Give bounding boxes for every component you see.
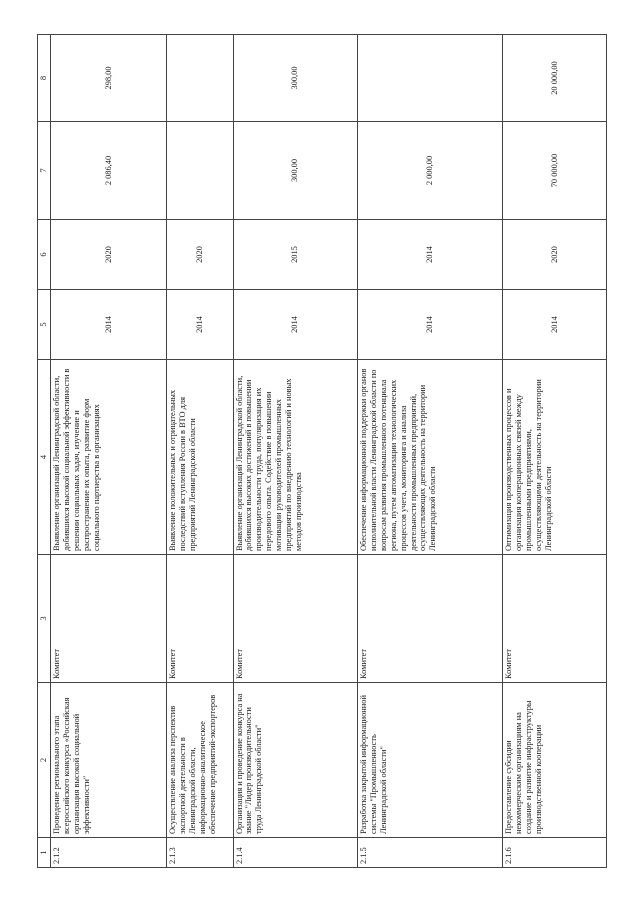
table-row [503, 35, 607, 868]
activity-cell: Предоставление субсидии некоммерческим организациям на создание и развитие инфраструктуры производственной кооперации [503, 683, 607, 838]
col-header-6: 6 [38, 220, 51, 290]
executor-cell: Комитет [51, 555, 167, 683]
table-row [358, 35, 503, 868]
end-year-cell: 2020 [167, 220, 233, 290]
table-row [51, 35, 167, 868]
col-header-5: 5 [38, 290, 51, 360]
executor-cell: Комитет [233, 555, 357, 683]
column-number-row [38, 35, 51, 868]
result-cell: Оптимизация производственных процессов и организация кооперационных связей между промышленными предприятиями, осуществляющими деятельность на территории Ленинградской области [503, 360, 607, 555]
col-header-8: 8 [38, 35, 51, 122]
row-number: 2.1.3 [167, 838, 233, 868]
end-year-cell: 2020 [503, 220, 607, 290]
col8-amount-cell: 300,00 [233, 35, 357, 122]
col-header-3: 3 [38, 555, 51, 683]
activity-cell: Осуществление анализа перспектив экспортной деятельности в Ленинградской области, информационно-аналитическое обеспечение предприятий-экспортеров [167, 683, 233, 838]
col-header-2: 2 [38, 683, 51, 838]
program-activities-table [37, 34, 607, 868]
col-header-1: 1 [38, 838, 51, 868]
end-year-cell: 2014 [358, 220, 503, 290]
end-year-cell: 2020 [51, 220, 167, 290]
result-cell: Обеспечение информационной поддержки органов исполнительной власти Ленинградской области по вопросам развития промышленного потенциала региона, путем автоматизации технологических процессов учета, мониторинга и анализа деятельности промышленных предприятий, осуществляющих деятельность на территории Ленинградской области [358, 360, 503, 555]
total-amount-cell [167, 122, 233, 220]
total-amount-cell: 2 086,40 [51, 122, 167, 220]
col-header-4: 4 [38, 360, 51, 555]
start-year-cell: 2014 [167, 290, 233, 360]
total-amount-cell: 300,00 [233, 122, 357, 220]
rotated-table-page [37, 35, 607, 868]
row-number: 2.1.4 [233, 838, 357, 868]
col8-amount-cell: 20 000,00 [503, 35, 607, 122]
total-amount-cell: 2 000,00 [358, 122, 503, 220]
start-year-cell: 2014 [233, 290, 357, 360]
end-year-cell: 2015 [233, 220, 357, 290]
col-header-7: 7 [38, 122, 51, 220]
start-year-cell: 2014 [51, 290, 167, 360]
table-row [233, 35, 357, 868]
table-row [167, 35, 233, 868]
activity-cell: Проведение регионального этапа всероссийского конкурса «Российская организация высокой социальной эффективности" [51, 683, 167, 838]
executor-cell: Комитет [167, 555, 233, 683]
col8-amount-cell: 298,00 [51, 35, 167, 122]
start-year-cell: 2014 [358, 290, 503, 360]
row-number: 2.1.2 [51, 838, 167, 868]
col8-amount-cell [167, 35, 233, 122]
activity-cell: Организация и проведение конкурса на звание "Лидер производительности труда Ленинградской области" [233, 683, 357, 838]
executor-cell: Комитет [503, 555, 607, 683]
activity-cell: Разработка закрытой информационной системы "Промышленность Ленинградской области" [358, 683, 503, 838]
col8-amount-cell [358, 35, 503, 122]
start-year-cell: 2014 [503, 290, 607, 360]
result-cell: Выявление организаций Ленинградской области, добившихся высоких достижений в повышении производительности труда, популяризация их передового опыта. Содействие в повышении мотивации руководителей промышленных предприятий по внедрению технологий и новых методов производства [233, 360, 357, 555]
total-amount-cell: 70 000,00 [503, 122, 607, 220]
row-number: 2.1.5 [358, 838, 503, 868]
result-cell: Выявление положительных и отрицательных последствий вступления России в ВТО для предприятий Ленинградской области [167, 360, 233, 555]
executor-cell: Комитет [358, 555, 503, 683]
result-cell: Выявление организаций Ленинградской области, добившихся высокой социальной эффективности в решении социальных задач, изучение и распространение их опыта, развитие форм социального партнерства в организациях [51, 360, 167, 555]
row-number: 2.1.6 [503, 838, 607, 868]
